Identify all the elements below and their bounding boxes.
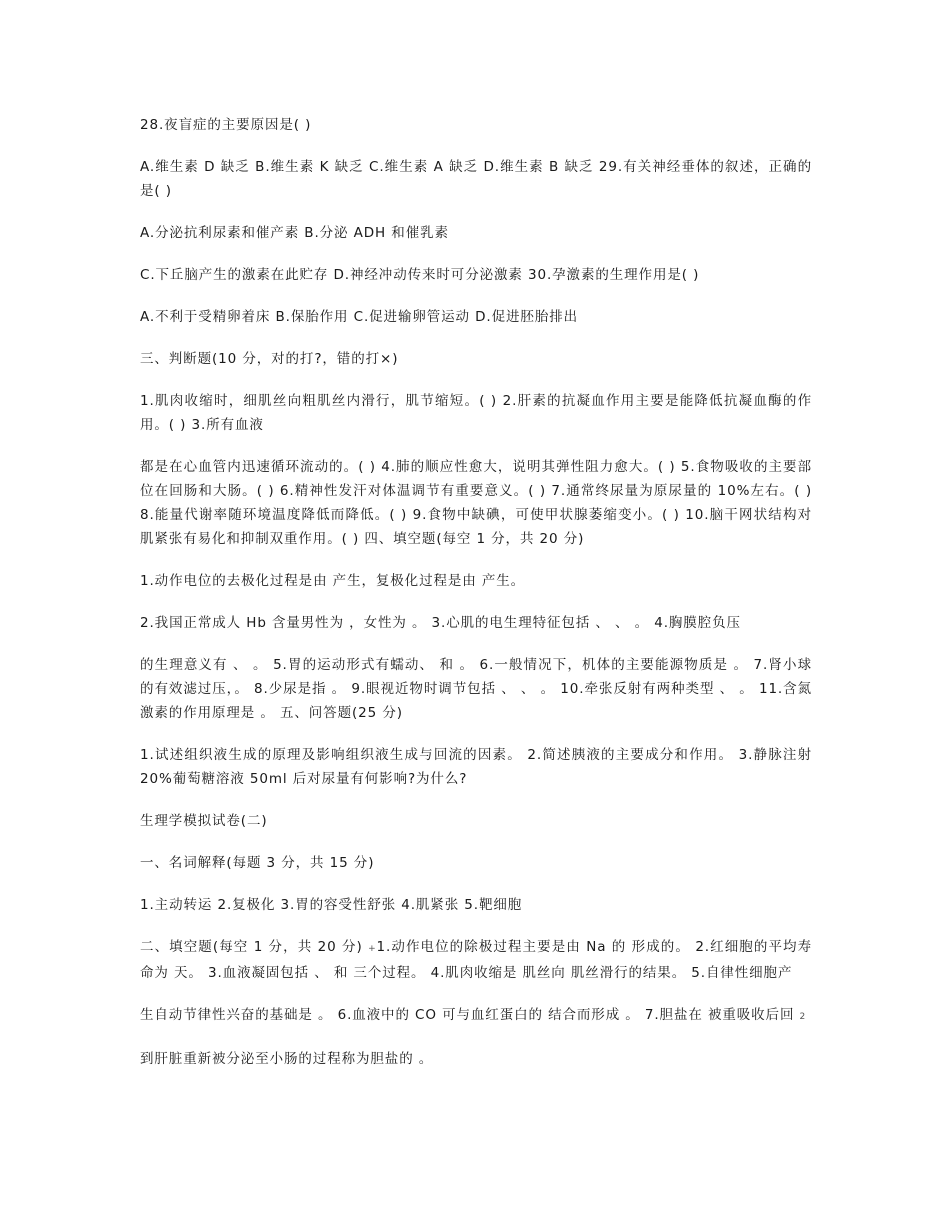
plus-mark: + (368, 944, 377, 954)
fill-blank-section-2-heading: 二、填空题(每空 1 分，共 20 分) (140, 939, 363, 955)
question-28: 28.夜盲症的主要原因是( ) (140, 117, 312, 133)
question-29-options-cd: C.下丘脑产生的激素在此贮存 D.神经冲动传来时可分泌激素 30.孕激素的生理作用是( ) (140, 267, 700, 283)
question-30-options: A.不利于受精卵着床 B.保胎作用 C.促进输卵管运动 D.促进胚胎排出 (140, 309, 579, 325)
fill-blank-section-2 (140, 935, 812, 985)
fill-blank-items-3: 的生理意义有 、 。 5.胃的运动形式有蠕动、 和 。 6.一般情况下，机体的主要能源物质是 。 7.肾小球的有效滤过压，。 8.少尿是指 。 9.眼视近物时调节包括 、 、 。 10.牵张反射有两种类型 、 。 11.含氮激素的作用原理是 。 五、问答题(25 分) (140, 657, 812, 721)
section-definitions-heading: 一、名词解释(每题 3 分，共 15 分) (140, 855, 375, 871)
question-28-options: A.维生素 D 缺乏 B.维生素 K 缺乏 C.维生素 A 缺乏 D.维生素 B 缺乏 29.有关神经垂体的叙述，正确的是( ) (140, 159, 812, 199)
document-page (140, 113, 812, 1089)
fill-blank-section-2-continued (140, 1003, 812, 1029)
section-true-false-heading: 三、判断题(10 分，对的打?，错的打×) (140, 351, 399, 367)
question-29-options-ab: A.分泌抗利尿素和催产素 B.分泌 ADH 和催乳素 (140, 225, 449, 241)
true-false-items-1: 1.肌肉收缩时，细肌丝向粗肌丝内滑行，肌节缩短。( ) 2.肝素的抗凝血作用主要是能降低抗凝血酶的作用。( ) 3.所有血液 (140, 393, 812, 433)
exam-title: 生理学模拟试卷(二) (140, 813, 268, 829)
fill-blank-continued-text: 生自动节律性兴奋的基础是 。 6.血液中的 CO 可与血红蛋白的 结合而形成 。 7.胆盐在 被重吸收后回 (140, 1007, 795, 1023)
fill-blank-section-2-items: 1.动作电位的除极过程主要是由 Na 的 形成的。 2.红细胞的平均寿命为 天。 3.血液凝固包括 、 和 三个过程。 4.肌肉收缩是 肌丝向 肌丝滑行的结果。 5.自律性细胞产 (140, 939, 812, 981)
essay-questions: 1.试述组织液生成的原理及影响组织液生成与回流的因素。 2.简述胰液的主要成分和作用。 3.静脉注射 20%葡萄糖溶液 50ml 后对尿量有何影响?为什么? (140, 747, 812, 787)
definition-terms: 1.主动转运 2.复极化 3.胃的容受性舒张 4.肌紧张 5.靶细胞 (140, 897, 523, 913)
fill-blank-items-2: 2.我国正常成人 Hb 含量男性为 ，女性为 。 3.心肌的电生理特征包括 、 、 。 4.胸膜腔负压 (140, 615, 741, 631)
fill-blank-section-2-end: 到肝脏重新被分泌至小肠的过程称为胆盐的 。 (140, 1051, 434, 1067)
fill-blank-item-1: 1.动作电位的去极化过程是由 产生，复极化过程是由 产生。 (140, 573, 526, 589)
page-number-mark: 2 (799, 1012, 807, 1022)
true-false-items-2: 都是在心血管内迅速循环流动的。( ) 4.肺的顺应性愈大，说明其弹性阻力愈大。( ) 5.食物吸收的主要部位在回肠和大肠。( ) 6.精神性发汗对体温调节有重要意义。( ) 7.通常终尿量为原尿量的 10%左右。( ) 8.能量代谢率随环境温度降低而降低。( ) 9.食物中缺碘，可使甲状腺萎缩变小。( ) 10.脑干网状结构对肌紧张有易化和抑制双重作用。( ) 四、填空题(每空 1 分，共 20 分) (140, 459, 812, 547)
